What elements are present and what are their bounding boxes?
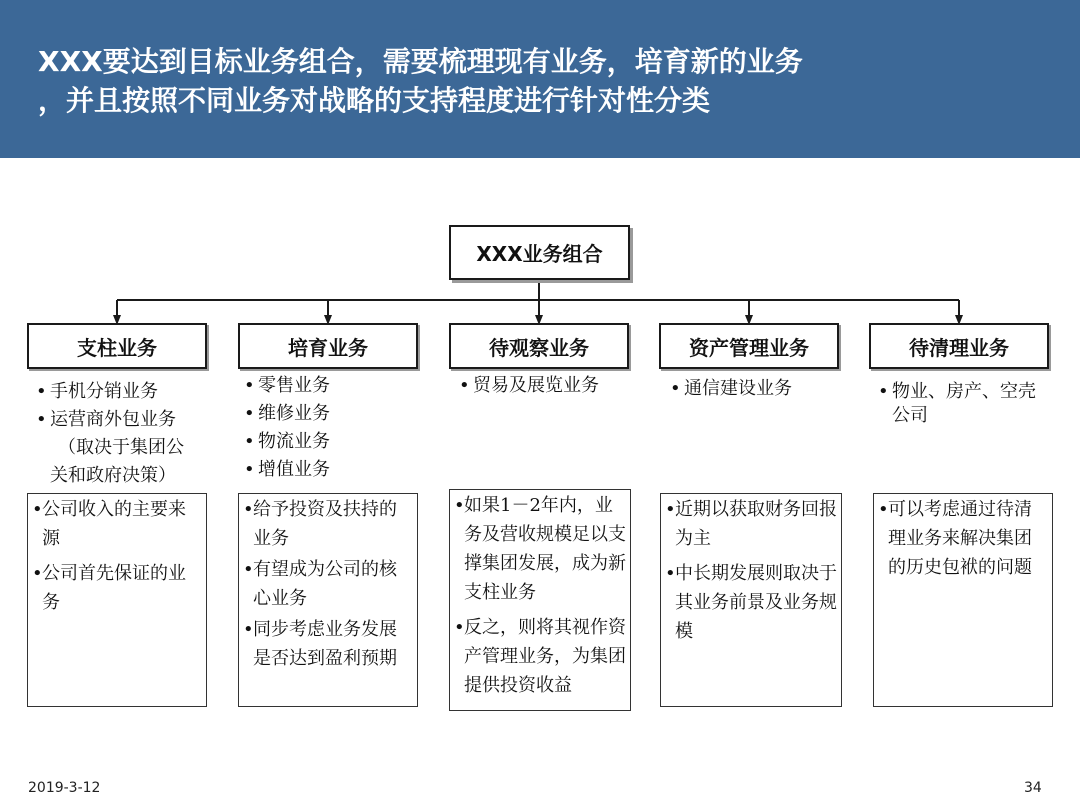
list-item-note [36,434,216,490]
note-line: （取决于集团公 [58,437,184,458]
desc-point: • 中长期发展则取决于其业务前景及业务规模 [665,559,837,646]
list-item: • 物业、房产、空壳公司 [878,380,1048,428]
category-items-asset [670,375,850,403]
root-node-label: XXX业务组合 [476,242,603,266]
category-box-pillar [27,323,207,369]
desc-point: • 有望成为公司的核心业务 [243,555,413,613]
category-items-pillar [36,378,216,490]
category-desc-pillar [27,493,207,707]
list-item: • 物流业务 [244,428,424,456]
title-line-2: ，并且按照不同业务对战略的支持程度进行针对性分类 [38,84,711,117]
desc-point: • 如果1－2年内，业务及营收规模足以支撑集团发展，成为新支柱业务 [454,491,626,607]
list-item: • 通信建设业务 [670,375,850,403]
category-box-incubate [238,323,418,369]
category-box-asset [659,323,839,369]
desc-point: • 近期以获取财务回报为主 [665,495,837,553]
category-items-incubate [244,372,424,484]
root-node-box [449,225,630,280]
list-item: • 手机分销业务 [36,378,216,406]
category-label: 资产管理业务 [689,335,809,360]
desc-point: • 给予投资及扶持的业务 [243,495,413,553]
category-desc-observe [449,489,631,711]
desc-point: • 公司首先保证的业务 [32,559,202,617]
category-box-cleanup [869,323,1049,369]
footer-date: 2019-3-12 [28,780,101,796]
category-label: 培育业务 [288,335,368,360]
list-item: • 维修业务 [244,400,424,428]
list-item: • 增值业务 [244,456,424,484]
desc-point: • 公司收入的主要来源 [32,495,202,553]
page-number: 34 [1024,780,1042,796]
desc-point: • 同步考虑业务发展是否达到盈利预期 [243,615,413,673]
list-item: • 零售业务 [244,372,424,400]
category-items-observe [459,372,639,400]
desc-point: • 反之，则将其视作资产管理业务，为集团提供投资收益 [454,613,626,700]
list-item: • 贸易及展览业务 [459,372,639,400]
title-line-1: XXX要达到目标业务组合，需要梳理现有业务，培育新的业务 [38,45,803,78]
category-label: 待清理业务 [909,335,1009,360]
note-line: 关和政府决策） [50,465,176,486]
category-desc-asset [660,493,842,707]
category-label: 支柱业务 [77,335,157,360]
list-item: • 运营商外包业务 [36,406,216,434]
category-desc-incubate [238,493,418,707]
category-box-observe [449,323,629,369]
category-label: 待观察业务 [489,335,589,360]
category-items-cleanup [878,380,1048,428]
category-desc-cleanup [873,493,1053,707]
desc-point: • 可以考虑通过待清理业务来解决集团的历史包袱的问题 [878,495,1048,582]
